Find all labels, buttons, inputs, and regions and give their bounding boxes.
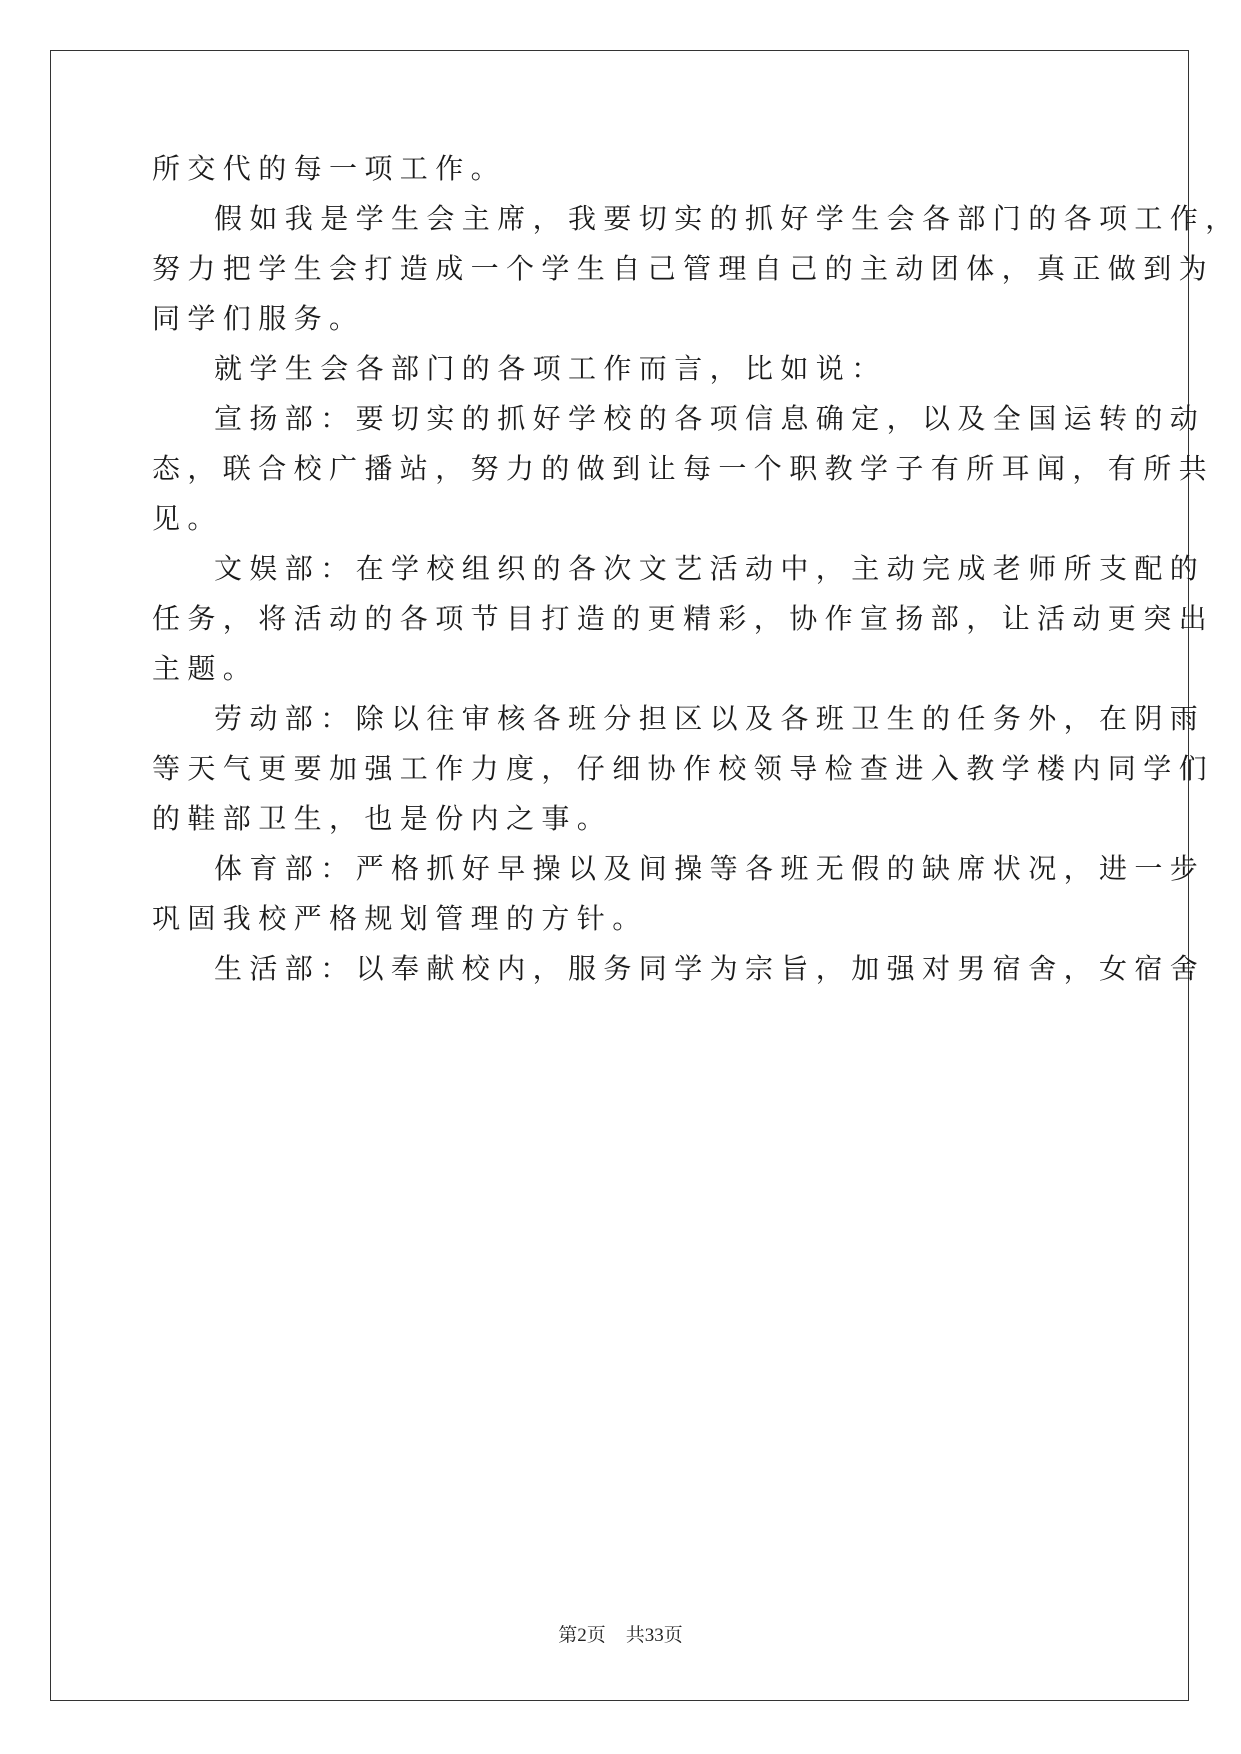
text-line-4: 同学们服务。 xyxy=(152,302,365,335)
text-line-11: 主题。 xyxy=(152,652,259,685)
footer-total-prefix: 共 xyxy=(625,1624,645,1646)
text-line-3: 努力把学生会打造成一个学生自己管理自己的主动团体，真正做到为 xyxy=(152,252,1215,285)
text-line-6: 宣扬部：要切实的抓好学校的各项信息确定，以及全国运转的动 xyxy=(214,402,1206,435)
text-line-5: 就学生会各部门的各项工作而言，比如说： xyxy=(214,352,887,385)
page-footer xyxy=(0,1620,1241,1647)
text-line-7: 态，联合校广播站，努力的做到让每一个职教学子有所耳闻，有所共 xyxy=(152,452,1215,485)
text-line-16: 巩固我校严格规划管理的方针。 xyxy=(152,902,648,935)
footer-total-pages: 33 xyxy=(644,1625,664,1646)
text-line-14: 的鞋部卫生，也是份内之事。 xyxy=(152,802,613,835)
text-line-17: 生活部：以奉献校内，服务同学为宗旨，加强对男宿舍，女宿舍 xyxy=(214,952,1206,985)
text-line-13: 等天气更要加强工作力度，仔细协作校领导检查进入教学楼内同学们 xyxy=(152,752,1215,785)
text-line-1: 所交代的每一项工作。 xyxy=(152,152,507,185)
text-line-2: 假如我是学生会主席，我要切实的抓好学生会各部门的各项工作， xyxy=(214,202,1241,235)
footer-total-suffix: 页 xyxy=(663,1624,683,1646)
text-line-12: 劳动部：除以往审核各班分担区以及各班卫生的任务外，在阴雨 xyxy=(214,702,1206,735)
text-line-10: 任务，将活动的各项节目打造的更精彩，协作宣扬部，让活动更突出 xyxy=(152,602,1215,635)
text-line-15: 体育部：严格抓好早操以及间操等各班无假的缺席状况，进一步 xyxy=(214,852,1206,885)
text-line-8: 见。 xyxy=(152,502,223,535)
footer-page-number: 2 xyxy=(577,1625,587,1646)
footer-prefix: 第 xyxy=(558,1624,578,1646)
footer-page-suffix: 页 xyxy=(586,1624,606,1646)
document-body xyxy=(152,152,1241,1008)
text-line-9: 文娱部：在学校组织的各次文艺活动中，主动完成老师所支配的 xyxy=(214,552,1206,585)
